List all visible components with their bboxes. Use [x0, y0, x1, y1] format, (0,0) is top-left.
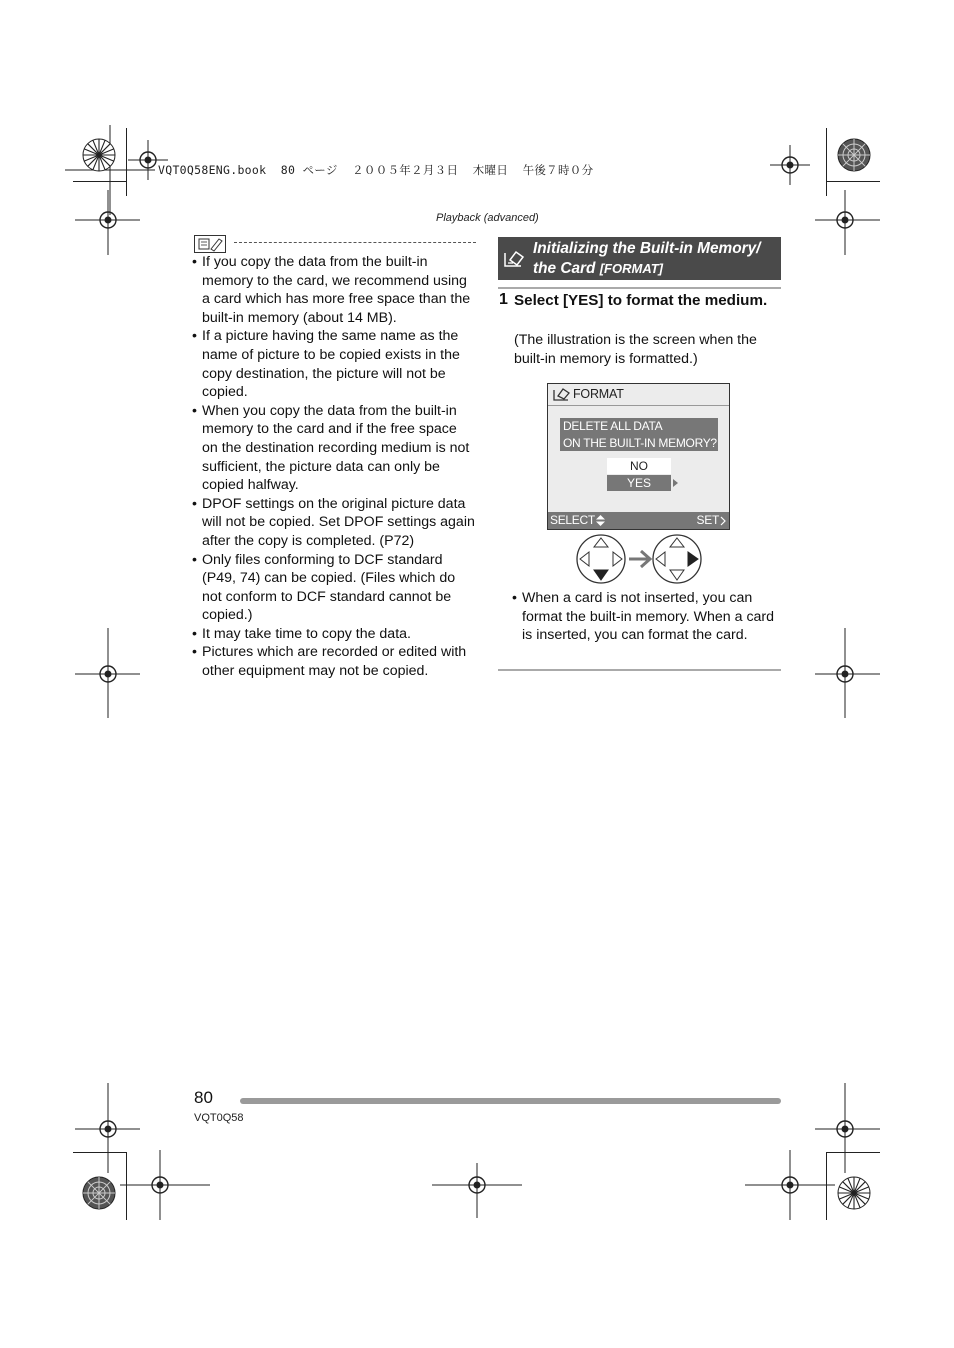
running-header: Playback (advanced) — [436, 212, 539, 224]
footer-bar — [240, 1098, 781, 1104]
camera-screen-illustration — [547, 383, 730, 530]
color-rosette-top-left — [82, 138, 116, 172]
section-rule-top — [498, 287, 781, 289]
crosshair-mark — [120, 1150, 210, 1220]
step-number: 1 — [499, 291, 508, 308]
trim-line — [126, 128, 127, 196]
list-item: • Only files conforming to DCF standard (P49, 74) can be copied. (Files which do not conform to DCF standard cannot be copied.) — [192, 551, 476, 625]
crosshair-mark — [815, 190, 880, 255]
screen-message-line2: ON THE BUILT-IN MEMORY? — [563, 435, 717, 450]
step-title: Select [YES] to format the medium. — [514, 292, 768, 309]
screen-option-no: NO — [607, 458, 671, 474]
crosshair-mark — [815, 628, 880, 718]
section-title-line1: Initializing the Built-in Memory/ — [533, 240, 761, 257]
screen-option-yes: YES — [607, 475, 671, 491]
page-number: 80 — [194, 1088, 213, 1107]
format-icon — [552, 387, 572, 402]
trim-line — [73, 181, 126, 182]
color-rosette-top-right — [837, 138, 871, 172]
right-arrow-icon — [673, 479, 678, 487]
trim-line — [126, 1152, 127, 1220]
crosshair-mark — [75, 190, 140, 255]
screen-title: FORMAT — [573, 387, 624, 401]
arrow-right-icon — [629, 551, 650, 567]
section-title-line2: the Card — [533, 259, 596, 277]
up-down-arrow-icon — [595, 515, 606, 526]
trim-line — [73, 1152, 126, 1153]
screen-divider — [548, 405, 729, 406]
section-title — [533, 239, 781, 278]
screen-footer — [548, 512, 729, 529]
list-item: • It may take time to copy the data. — [192, 625, 476, 644]
screen-message-line1: DELETE ALL DATA — [563, 419, 663, 433]
list-item: • If you copy the data from the built-in memory to the card, we recommend using a card which has more free space than the built-in memory (about 14 MB). — [192, 253, 476, 327]
format-icon — [503, 249, 525, 268]
notes-dash-rule — [234, 242, 476, 243]
trim-line — [826, 1152, 827, 1220]
trim-line — [826, 128, 827, 196]
dpad-down-icon — [577, 535, 625, 583]
crosshair-mark — [745, 1150, 835, 1220]
section-rule-bottom — [498, 669, 781, 671]
trim-line — [827, 181, 880, 182]
print-file-header: VQT0Q58ENG.book 80 ページ ２００５年２月３日 木曜日 午後７時０分 — [158, 163, 594, 177]
screen-footer-select: SELECT — [550, 513, 595, 527]
list-item: • When you copy the data from the built-in memory to the card and if the free space on the destination recording medium is not sufficient, the picture data can only be copied halfway. — [192, 402, 476, 495]
crosshair-mark — [432, 1163, 522, 1218]
crosshair-mark — [75, 628, 140, 718]
section-title-tag: [FORMAT] — [599, 260, 664, 276]
notes-header — [194, 235, 476, 253]
dpad-right-icon — [653, 535, 701, 583]
step-description: (The illustration is the screen when the built-in memory is formatted.) — [514, 332, 757, 367]
screen-message — [560, 418, 718, 451]
color-rosette-bottom-left — [82, 1176, 116, 1210]
chevron-right-icon — [720, 516, 726, 526]
screen-footer-set: SET — [696, 513, 719, 527]
note-pencil-icon — [194, 235, 226, 253]
section-title-bar — [498, 237, 781, 280]
list-item: • DPOF settings on the original picture data will not be copied. Set DPOF settings again after the copy is completed. (P72) — [192, 495, 476, 551]
format-note-list — [512, 589, 776, 645]
list-item: • Pictures which are recorded or edited with other equipment may not be copied. — [192, 643, 476, 680]
color-rosette-bottom-right — [837, 1176, 871, 1210]
notes-list — [192, 253, 476, 681]
trim-line — [827, 1152, 880, 1153]
document-code: VQT0Q58 — [194, 1112, 244, 1124]
crosshair-mark — [770, 145, 810, 185]
list-item: • If a picture having the same name as the name of picture to be copied exists in the copy destination, the picture will not be copied. — [192, 327, 476, 401]
list-item: • When a card is not inserted, you can format the built-in memory. When a card is inserted, you can format the card. — [512, 589, 776, 645]
cursor-buttons-illustration — [575, 533, 705, 585]
